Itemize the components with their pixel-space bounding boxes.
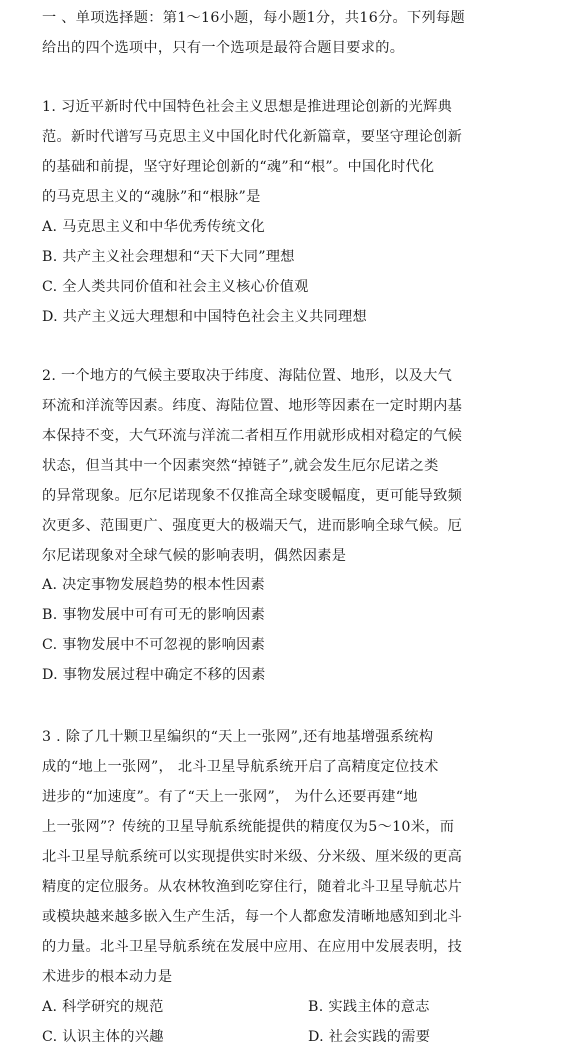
option-b: B. 共产主义社会理想和“天下大同”理想 (42, 249, 295, 265)
question-stem-line: 上一张网”？传统的卫星导航系统能提供的精度仅为5～10米，而 (42, 819, 455, 835)
option-c: C. 认识主体的兴趣 (42, 1029, 164, 1045)
question-stem-line: 的异常现象。厄尔尼诺现象不仅推高全球变暖幅度，更可能导致频 (42, 488, 463, 504)
option-c: C. 全人类共同价值和社会主义核心价值观 (42, 279, 309, 295)
option-a: A. 决定事物发展趋势的根本性因素 (42, 577, 265, 593)
question-stem-line: 尔尼诺现象对全球气候的影响表明，偶然因素是 (42, 548, 347, 564)
question-stem-line: 北斗卫星导航系统可以实现提供实时米级、分米级、厘米级的更高 (42, 849, 463, 865)
question-stem-line: 的基础和前提，坚守好理论创新的“魂”和“根”。中国化时代化 (42, 159, 435, 175)
question-stem-line: 2. 一个地方的气候主要取决于纬度、海陆位置、地形，以及大气 (42, 368, 453, 384)
question-stem-line: 次更多、范围更广、强度更大的极端天气，进而影响全球气候。厄 (42, 518, 463, 534)
option-c: C. 事物发展中不可忽视的影响因素 (42, 637, 266, 653)
question-stem-line: 术进步的根本动力是 (42, 969, 173, 985)
option-b: B. 事物发展中可有可无的影响因素 (42, 607, 266, 623)
section-heading-line: 一 、单项选择题：第1～16小题，每小题1分，共16分。下列每题 (42, 10, 465, 26)
question-stem-line: 3 . 除了几十颗卫星编织的“天上一张网”,还有地基增强系统构 (42, 729, 434, 745)
option-b: B. 实践主体的意志 (308, 999, 430, 1015)
question-stem-line: 的马克思主义的“魂脉”和“根脉”是 (42, 189, 261, 205)
option-a: A. 马克思主义和中华优秀传统文化 (42, 219, 265, 235)
section-heading-line: 给出的四个选项中，只有一个选项是最符合题目要求的。 (42, 40, 405, 56)
question-stem-line: 进步的“加速度”。有了“天上一张网”， 为什么还要再建“地 (42, 789, 418, 805)
question-stem-line: 或模块越来越多嵌入生产生活，每一个人都愈发清晰地感知到北斗 (42, 909, 463, 925)
question-stem-line: 范。新时代谱写马克思主义中国化时代化新篇章，要坚守理论创新 (42, 129, 463, 145)
question-stem-line: 成的“地上一张网”， 北斗卫星导航系统开启了高精度定位技术 (42, 759, 439, 775)
question-stem-line: 状态，但当其中一个因素突然“掉链子”,就会发生厄尔尼诺之类 (42, 458, 439, 474)
option-d: D. 社会实践的需要 (308, 1029, 431, 1045)
option-a: A. 科学研究的规范 (42, 999, 164, 1015)
option-d: D. 事物发展过程中确定不移的因素 (42, 667, 266, 683)
question-stem-line: 1. 习近平新时代中国特色社会主义思想是推进理论创新的光辉典 (42, 99, 453, 115)
question-stem-line: 精度的定位服务。从农林牧渔到吃穿住行，随着北斗卫星导航芯片 (42, 879, 463, 895)
question-stem-line: 环流和洋流等因素。纬度、海陆位置、地形等因素在一定时期内基 (42, 398, 463, 414)
question-stem-line: 的力量。北斗卫星导航系统在发展中应用、在应用中发展表明，技 (42, 939, 463, 955)
option-d: D. 共产主义远大理想和中国特色社会主义共同理想 (42, 309, 368, 325)
question-stem-line: 本保持不变，大气环流与洋流二者相互作用就形成相对稳定的气候 (42, 428, 463, 444)
